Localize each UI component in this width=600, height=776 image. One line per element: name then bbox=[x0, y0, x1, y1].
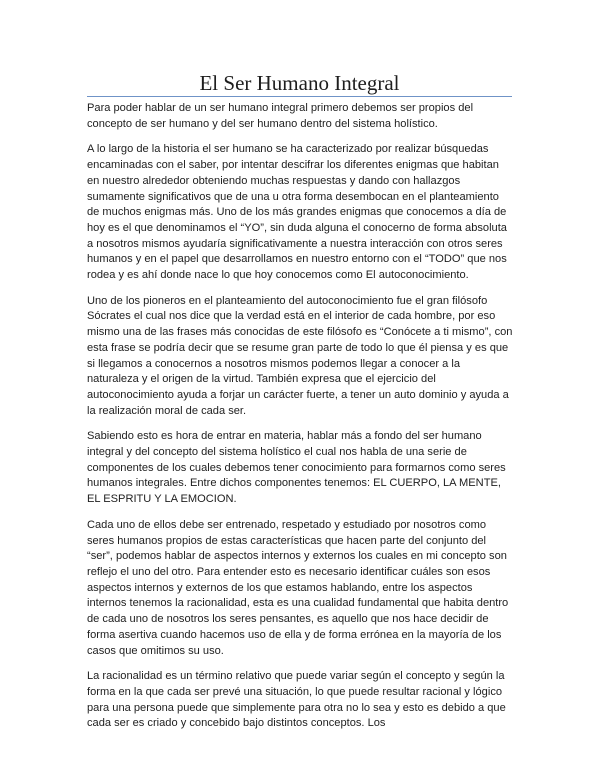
paragraph-components: Sabiendo esto es hora de entrar en materia, hablar más a fondo del ser humano integral y del concepto del sistema holístico el cual nos habla de una serie de componentes de los cuales debemos tener conocimiento para formarnos como seres humanos integrales. Entre dichos componentes tenemos: EL CUERPO, LA MENTE, EL ESPRITU Y LA EMOCION. bbox=[87, 430, 506, 506]
document-title: El Ser Humano Integral bbox=[199, 71, 400, 95]
paragraph-history: A lo largo de la historia el ser humano se ha caracterizado por realizar búsquedas encaminadas con el saber, por intentar descifrar los diferentes enigmas que habitan en nuestro alrededor obteniendo muchas respuestas y dando con hallazgos sumamente significativos que de una u otra forma desembocan en el planteamiento de muchos enigmas más. Uno de los más grandes enigmas que conocemos a día de hoy es el que denominamos el “YO”, sin duda alguna el conocerno de forma absoluta a nosotros mismos ayudaría significativamente a nuestra interacción con otros seres humanos y en el papel que desarrollamos en nuestro entorno con el “TODO” que nos rodea y es ahí donde nace lo que hoy conocemos como El autoconocimiento. bbox=[87, 143, 507, 282]
title-underline-divider bbox=[87, 96, 512, 97]
paragraph-rationality: La racionalidad es un término relativo que puede variar según el concepto y según la forma en la que cada ser prevé una situación, lo que puede resultar racional y lógico para una persona puede que simplemente para otra no lo sea y esto es debido a que cada ser es criado y concebido bajo distintos conceptos. Los bbox=[87, 670, 506, 730]
document-body bbox=[87, 101, 513, 742]
paragraph-intro: Para poder hablar de un ser humano integral primero debemos ser propios del concepto de ser humano y del ser humano dentro del sistema holístico. bbox=[87, 102, 474, 130]
paragraph-socrates: Uno de los pioneros en el planteamiento del autoconocimiento fue el gran filósofo Sócrates el cual nos dice que la verdad está en el interior de cada hombre, por eso mismo una de las frases más conocidas de este filósofo es “Conócete a ti mismo”, con esta frase se podría decir que se resume gran parte de todo lo que él piensa y es que si llegamos a conocernos a nosotros mismos podemos llegar a conocer a la naturaleza y el origen de la virtud. También expresa que el ejercicio del autoconocimiento ayuda a forjar un carácter fuerte, a tener un auto dominio y ayuda a la realización moral de cada ser. bbox=[87, 294, 513, 417]
paragraph-aspects: Cada uno de ellos debe ser entrenado, respetado y estudiado por nosotros como seres humanos propios de estas características que hacen parte del conjunto del “ser”, podemos hablar de aspectos internos y externos los cuales en mi concepto son reflejo el uno del otro. Para entender esto es necesario identificar cuáles son esos aspectos internos y externos de los que estamos hablando, entre los aspectos internos tenemos la racionalidad, esta es una cualidad fundamental que habita dentro de cada uno de nosotros los seres pensantes, es aquello que nos hace decidir de forma asertiva cuando hacemos uso de ella y de forma errónea en la mayoría de los casos que omitimos su uso. bbox=[87, 518, 509, 657]
